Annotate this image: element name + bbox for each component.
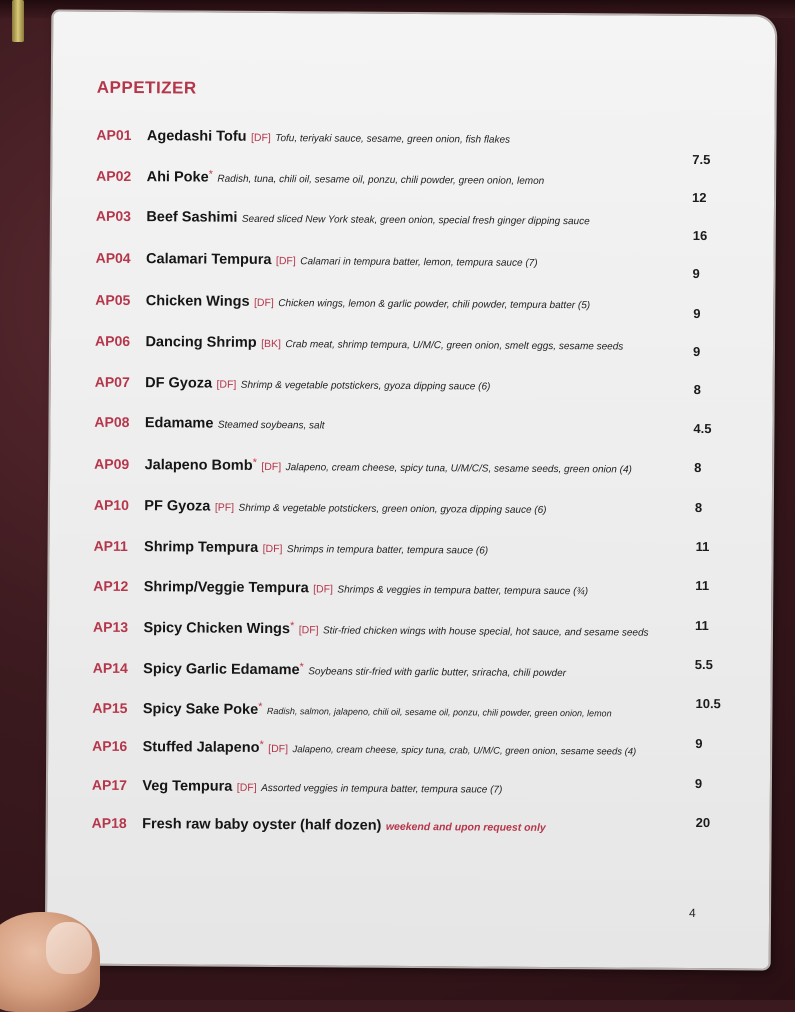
menu-item xyxy=(92,815,712,837)
item-code: AP08 xyxy=(94,414,140,430)
menu-item xyxy=(96,250,716,272)
item-name: Stuffed Jalapeno xyxy=(143,739,260,756)
item-description: Shrimps & veggies in tempura batter, tempura sauce (¾) xyxy=(337,584,588,597)
item-price: 16 xyxy=(693,228,733,243)
item-description: Chicken wings, lemon & garlic powder, chili powder, tempura batter (5) xyxy=(278,298,590,311)
item-name: Veg Tempura xyxy=(142,778,232,795)
item-tag: [DF] xyxy=(254,297,274,309)
menu-item xyxy=(94,456,714,478)
item-price: 4.5 xyxy=(693,421,733,436)
item-price: 8 xyxy=(694,382,734,397)
item-description: Stir-fried chicken wings with house special, hot sauce, and sesame seeds xyxy=(323,625,649,638)
item-description: Jalapeno, cream cheese, spicy tuna, U/M/C/S, sesame seeds, green onion (4) xyxy=(286,462,632,475)
item-tag: [DF] xyxy=(261,461,281,473)
item-name: Fresh raw baby oyster (half dozen) xyxy=(142,816,381,834)
item-name: Jalapeno Bomb xyxy=(145,457,253,474)
item-price: 11 xyxy=(695,618,735,633)
item-price: 9 xyxy=(692,266,732,281)
item-price: 5.5 xyxy=(695,657,735,672)
item-description: Steamed soybeans, salt xyxy=(218,420,325,432)
item-description: Tofu, teriyaki sauce, sesame, green onion, fish flakes xyxy=(275,133,510,146)
item-name: Shrimp Tempura xyxy=(144,539,258,556)
item-description: Shrimps in tempura batter, tempura sauce (6) xyxy=(287,544,488,556)
item-tag: [DF] xyxy=(263,543,283,555)
menu-item xyxy=(95,292,715,314)
item-price: 9 xyxy=(693,344,733,359)
menu-item xyxy=(96,168,716,190)
menu-item xyxy=(93,660,713,682)
menu-item xyxy=(95,374,715,396)
item-description: Jalapeno, cream cheese, spicy tuna, crab, U/M/C, green onion, sesame seeds (4) xyxy=(292,744,636,757)
star-mark: * xyxy=(253,457,257,469)
item-name: Chicken Wings xyxy=(146,293,250,310)
section-heading: APPETIZER xyxy=(97,78,197,99)
menu-item xyxy=(93,619,713,641)
item-code: AP14 xyxy=(93,660,139,676)
item-code: AP07 xyxy=(95,374,141,390)
item-code: AP02 xyxy=(96,168,142,184)
item-tag: [BK] xyxy=(261,338,281,350)
item-description: Radish, tuna, chili oil, sesame oil, ponzu, chili powder, green onion, lemon xyxy=(217,174,544,187)
item-code: AP15 xyxy=(92,700,138,716)
item-tag: [DF] xyxy=(216,379,236,391)
item-name: Calamari Tempura xyxy=(146,251,272,268)
item-description: Assorted veggies in tempura batter, tempura sauce (7) xyxy=(261,783,502,796)
item-price: 10.5 xyxy=(695,696,735,711)
item-name: Spicy Chicken Wings xyxy=(143,620,290,637)
item-description: weekend and upon request only xyxy=(386,821,546,834)
item-price: 11 xyxy=(696,539,736,554)
item-name: Beef Sashimi xyxy=(146,209,237,226)
item-code: AP03 xyxy=(96,208,142,224)
item-tag: [DF] xyxy=(276,255,296,267)
menu-item xyxy=(93,578,713,600)
menu-page xyxy=(47,11,776,968)
item-name: Shrimp/Veggie Tempura xyxy=(144,579,309,596)
item-name: Edamame xyxy=(145,415,214,431)
star-mark: * xyxy=(258,701,262,713)
item-description: Shrimp & vegetable potstickers, green onion, gyoza dipping sauce (6) xyxy=(239,503,547,516)
item-price: 12 xyxy=(692,190,732,205)
item-description: Seared sliced New York steak, green onion, special fresh ginger dipping sauce xyxy=(242,214,590,227)
page-number: 4 xyxy=(689,906,696,920)
item-description: Crab meat, shrimp tempura, U/M/C, green onion, smelt eggs, sesame seeds xyxy=(285,339,623,352)
item-description: Soybeans stir-fried with garlic butter, sriracha, chili powder xyxy=(308,666,566,679)
item-price: 8 xyxy=(695,500,735,515)
item-price: 9 xyxy=(693,306,733,321)
item-code: AP18 xyxy=(92,815,138,831)
binder-clip xyxy=(12,0,24,42)
item-code: AP05 xyxy=(95,292,141,308)
item-price: 20 xyxy=(696,815,736,830)
item-name: PF Gyoza xyxy=(144,498,210,514)
item-description: Radish, salmon, jalapeno, chili oil, sesame oil, ponzu, chili powder, green onion, lemon xyxy=(267,706,612,718)
item-price: 7.5 xyxy=(692,152,732,167)
star-mark: * xyxy=(209,169,213,181)
item-tag: [DF] xyxy=(313,583,333,595)
item-price: 9 xyxy=(695,736,735,751)
item-code: AP17 xyxy=(92,777,138,793)
item-code: AP06 xyxy=(95,333,141,349)
item-name: DF Gyoza xyxy=(145,375,212,391)
item-description: Calamari in tempura batter, lemon, tempura sauce (7) xyxy=(300,256,537,269)
item-code: AP09 xyxy=(94,456,140,472)
item-name: Spicy Garlic Edamame xyxy=(143,661,299,678)
item-tag: [DF] xyxy=(237,782,257,794)
item-description: Shrimp & vegetable potstickers, gyoza dipping sauce (6) xyxy=(241,380,491,393)
item-name: Ahi Poke xyxy=(147,169,209,185)
item-code: AP13 xyxy=(93,619,139,635)
item-price: 9 xyxy=(695,776,735,791)
menu-item xyxy=(96,127,716,149)
item-tag: [DF] xyxy=(251,132,271,144)
item-price: 11 xyxy=(695,578,735,593)
item-code: AP16 xyxy=(92,738,138,754)
item-code: AP04 xyxy=(96,250,142,266)
item-name: Spicy Sake Poke xyxy=(143,701,258,718)
menu-item xyxy=(94,497,714,519)
thumbnail xyxy=(46,922,92,974)
item-code: AP12 xyxy=(93,578,139,594)
item-tag: [PF] xyxy=(215,502,234,514)
menu-item xyxy=(94,414,714,436)
item-code: AP01 xyxy=(96,127,142,143)
menu-item xyxy=(95,333,715,355)
menu-item xyxy=(94,538,714,560)
star-mark: * xyxy=(300,661,304,673)
item-name: Dancing Shrimp xyxy=(145,334,256,351)
item-price: 8 xyxy=(694,460,734,475)
menu-item xyxy=(92,738,712,760)
item-name: Agedashi Tofu xyxy=(147,128,247,145)
item-tag: [DF] xyxy=(268,743,288,755)
item-code: AP10 xyxy=(94,497,140,513)
item-code: AP11 xyxy=(94,538,140,554)
menu-item xyxy=(92,777,712,799)
star-mark: * xyxy=(290,620,294,632)
menu-item xyxy=(92,700,712,722)
item-tag: [DF] xyxy=(299,624,319,636)
menu-item xyxy=(96,208,716,230)
star-mark: * xyxy=(259,739,263,751)
